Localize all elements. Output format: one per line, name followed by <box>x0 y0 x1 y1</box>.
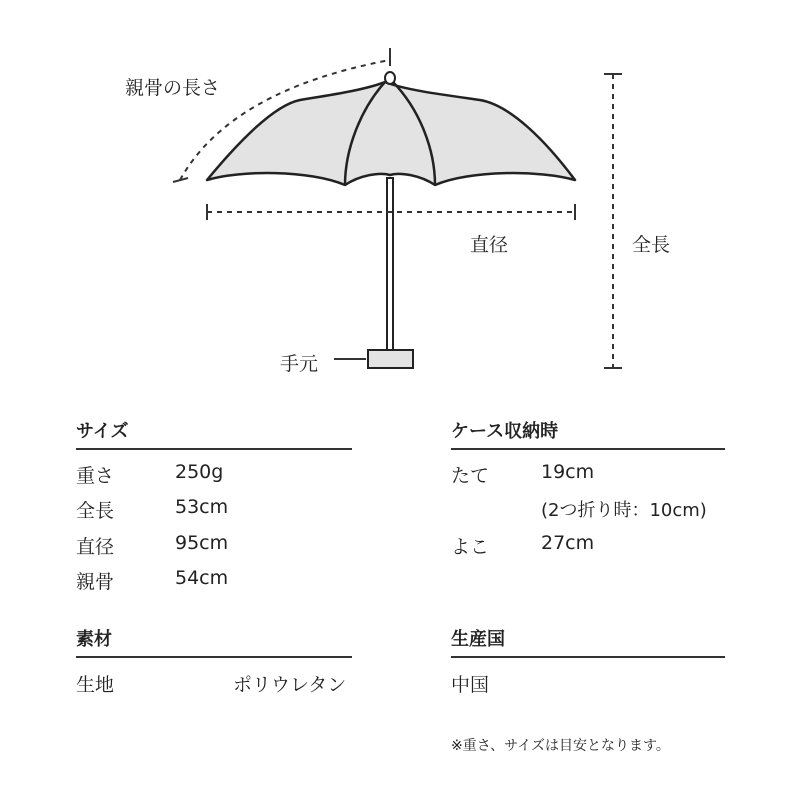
material-section-title: 素材 <box>76 629 112 650</box>
case-row-value: 19cm <box>541 461 595 483</box>
size-row-value: 250g <box>175 461 224 483</box>
origin-section-rule <box>451 656 725 658</box>
case-section-title: ケース収納時 <box>451 421 559 442</box>
material-row-label: 生地 <box>76 674 115 696</box>
case-row-label: たて <box>451 465 490 487</box>
origin-value: 中国 <box>451 674 490 696</box>
case-section-rule <box>451 448 725 450</box>
case-row-value: 27cm <box>541 532 595 554</box>
material-row-value: ポリウレタン <box>233 674 347 696</box>
size-row-label: 直径 <box>76 536 115 558</box>
diameter-label: 直径 <box>470 234 509 256</box>
case-row-value: (2つ折り時：10cm) <box>541 500 707 521</box>
umbrella-shaft <box>387 178 393 350</box>
size-row-label: 全長 <box>76 500 115 522</box>
origin-section-title: 生産国 <box>451 629 505 650</box>
size-row-label: 重さ <box>76 465 115 487</box>
umbrella-canopy <box>207 82 575 185</box>
material-section-rule <box>76 656 352 658</box>
size-section-rule <box>76 448 352 450</box>
size-row-label: 親骨 <box>76 571 115 593</box>
umbrella-tip <box>385 72 395 84</box>
size-row-value: 53cm <box>175 496 229 518</box>
size-row-value: 95cm <box>175 532 229 554</box>
umbrella-handle <box>368 350 413 368</box>
rib-length-label: 親骨の長さ <box>125 77 221 99</box>
total-length-label: 全長 <box>632 234 671 256</box>
size-section-title: サイズ <box>76 421 129 442</box>
footnote: ※重さ、サイズは目安となります。 <box>451 738 670 754</box>
case-row-label: よこ <box>451 536 490 558</box>
handle-label: 手元 <box>280 353 319 375</box>
size-row-value: 54cm <box>175 567 229 589</box>
